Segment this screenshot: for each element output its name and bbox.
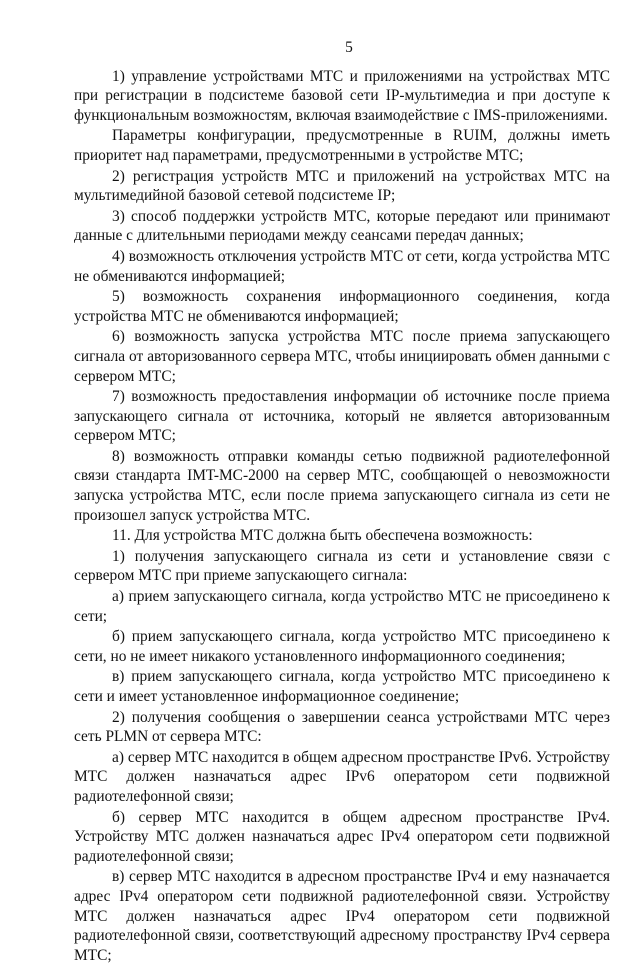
paragraph: 1) управление устройствами МТС и приложениями на устройствах МТС при регистрации в подсистеме базовой сети IP-мультимедиа и при доступе к функциональным возможностям, включая взаимодействие с IMS-приложениями. [74,67,610,124]
paragraph: Параметры конфигурации, предусмотренные в RUIM, должны иметь приоритет над параметрами, предусмотренными в устройстве МТС; [74,127,610,164]
paragraph: в) сервер МТС находится в адресном пространстве IPv4 и ему назначается адрес IPv4 оператором сети подвижной радиотелефонной связи. Устройству МТС должен назначаться адрес IPv4 оператором сети подвижной радиотелефонной связи, соответствующий адресному пространству IPv4 сервера МТС; [74,868,610,964]
paragraph: 1) получения запускающего сигнала из сети и установление связи с сервером МТС при приеме запускающего сигнала: [74,547,610,585]
paragraph: 11. Для устройства МТС должна быть обеспечена возможность: [112,527,533,545]
paragraph: а) прием запускающего сигнала, когда устройство МТС не присоединено к сети; [74,588,610,625]
page-number: 5 [345,39,353,56]
paragraph: 2) получения сообщения о завершении сеанса устройствами МТС через сеть PLMN от сервера МТС: [74,708,610,746]
paragraph: 4) возможность отключения устройств МТС от сети, когда устройства МТС не обмениваются информацией; [74,247,610,285]
paragraph: 3) способ поддержки устройств МТС, которые передают или принимают данные с длительными периодами между сеансами передач данных; [74,207,610,245]
paragraph: а) сервер МТС находится в общем адресном пространстве IPv6. Устройству МТС должен назначаться адрес IPv6 оператором сети подвижной радиотелефонной связи; [74,748,610,805]
paragraph: 7) возможность предоставления информации об источнике после приема запускающего сигнала от источника, который не является авторизованным сервером МТС; [74,388,610,445]
paragraph: 6) возможность запуска устройства МТС после приема запускающего сигнала от авторизованного сервера МТС, чтобы инициировать обмен данными с сервером МТС; [74,328,610,385]
paragraph: б) сервер МТС находится в общем адресном пространстве IPv4. Устройству МТС должен назначаться адрес IPv4 оператором сети подвижной радиотелефонной связи; [74,808,610,865]
paragraph: 8) возможность отправки команды сетью подвижной радиотелефонной связи стандарта IMT-MC-2000 на сервер МТС, сообщающей о невозможности запуска устройства МТС, если после приема запускающего сигнала из сети не произошел запуск устройства МТС. [74,447,610,524]
paragraph: 2) регистрация устройств МТС и приложений на устройствах МТС на мультимедийной базовой сетевой подсистеме IP; [74,167,610,205]
paragraph: 5) возможность сохранения информационного соединения, когда устройства МТС не обмениваются информацией; [74,288,610,325]
paragraph: б) прием запускающего сигнала, когда устройство МТС присоединено к сети, но не имеет никакого установленного информационного соединения; [74,628,610,665]
document-body [74,67,610,965]
paragraph: в) прием запускающего сигнала, когда устройство МТС присоединено к сети и имеет установленное информационное соединение; [74,668,610,705]
